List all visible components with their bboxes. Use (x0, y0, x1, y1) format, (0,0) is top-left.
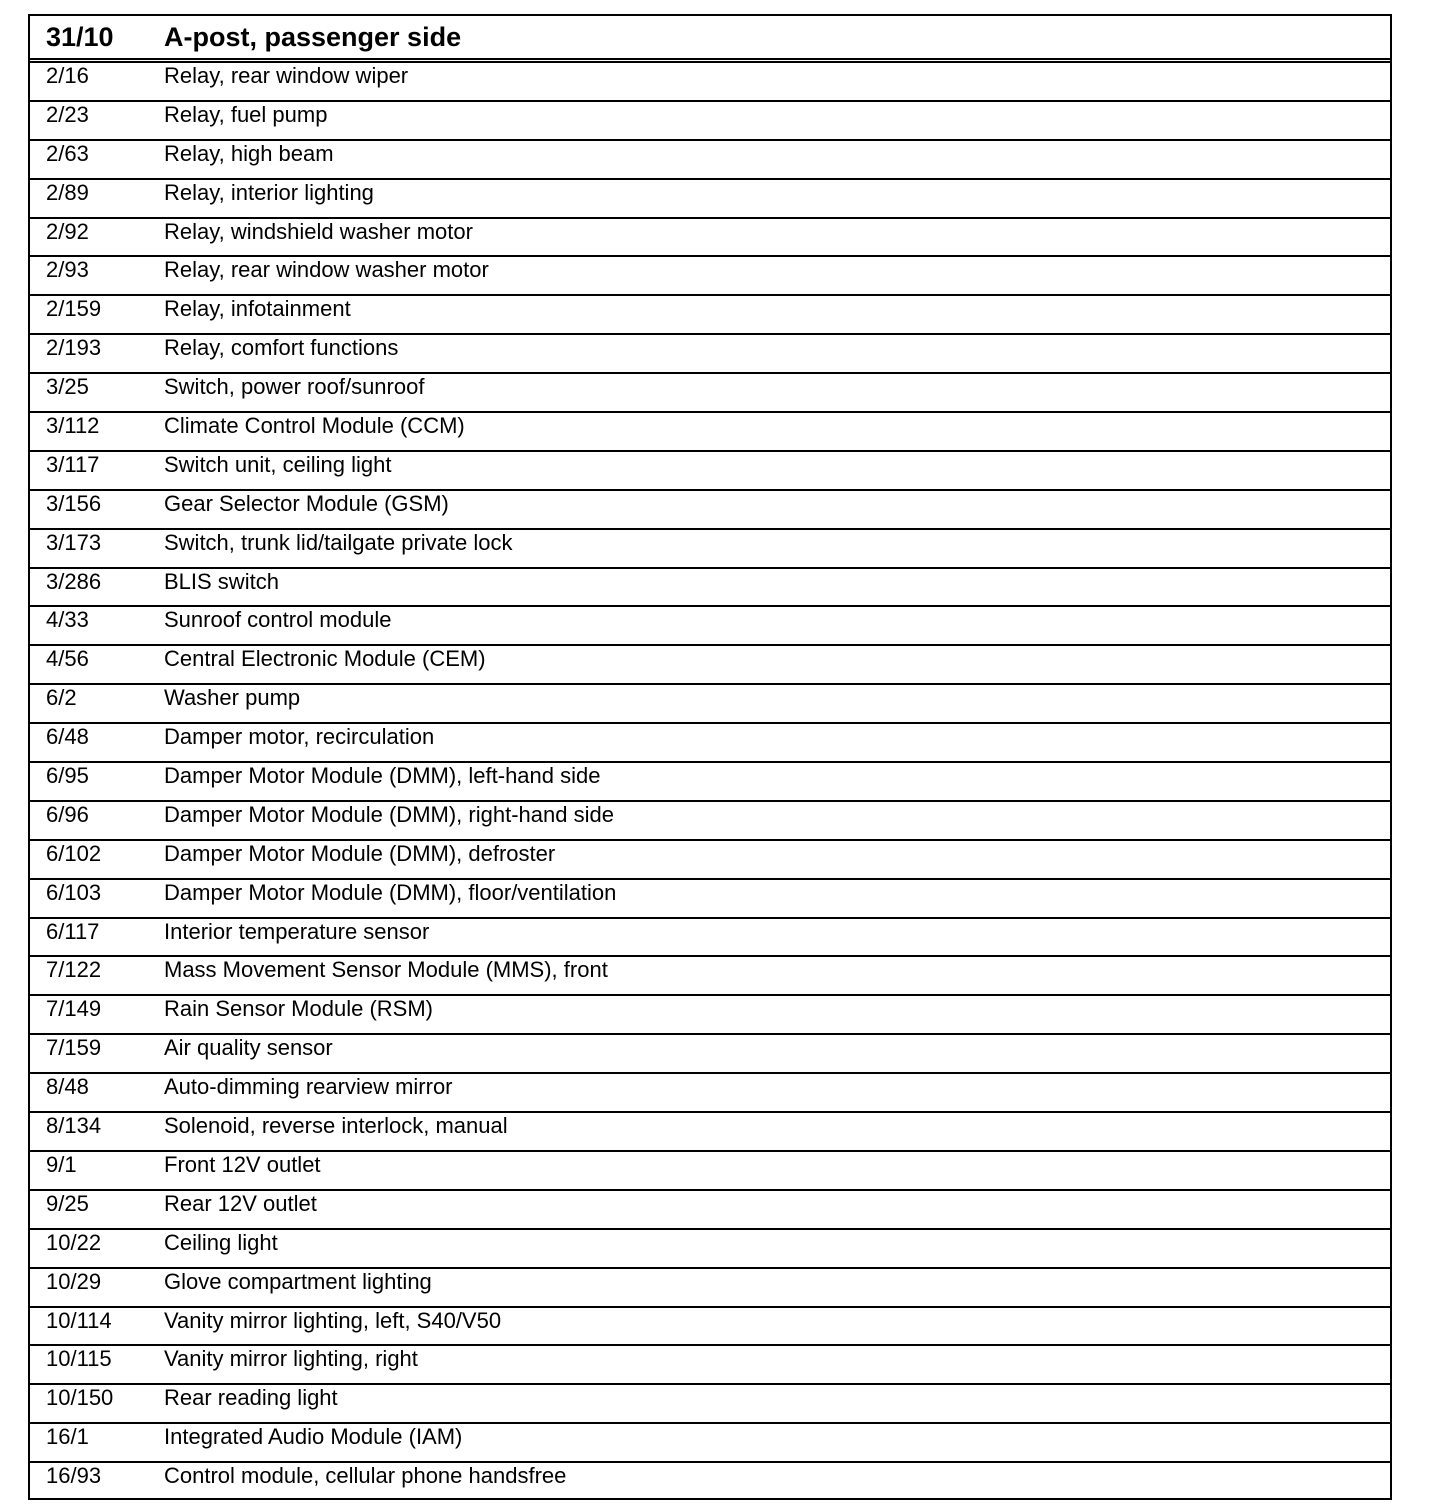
row-code: 4/56 (46, 646, 89, 672)
table-row (30, 1385, 1390, 1424)
row-description: Air quality sensor (164, 1035, 333, 1061)
row-description: Relay, rear window washer motor (164, 257, 489, 283)
table-row (30, 607, 1390, 646)
row-description: Washer pump (164, 685, 301, 711)
table-row (30, 335, 1390, 374)
row-description: Relay, high beam (164, 140, 334, 166)
table-row (30, 1308, 1390, 1347)
table-header (30, 16, 1390, 60)
row-description: Relay, comfort functions (164, 335, 399, 361)
row-description: Switch, power roof/sunroof (164, 374, 425, 400)
row-code: 6/95 (46, 763, 89, 789)
row-code: 6/102 (46, 840, 102, 866)
row-code: 2/16 (46, 63, 89, 88)
row-code: 2/93 (46, 257, 89, 283)
row-code: 3/25 (46, 374, 89, 400)
row-code: 3/117 (46, 451, 100, 477)
table-row (30, 724, 1390, 763)
row-description: Damper Motor Module (DMM), left-hand side (164, 763, 601, 789)
row-code: 10/114 (46, 1307, 112, 1333)
row-description: Relay, infotainment (164, 296, 351, 322)
row-description: Vanity mirror lighting, left, S40/V50 (164, 1307, 502, 1333)
row-code: 3/173 (46, 529, 102, 555)
table-row (30, 957, 1390, 996)
row-description: Control module, cellular phone handsfree (164, 1463, 567, 1489)
table-row (30, 763, 1390, 802)
table-row (30, 452, 1390, 491)
row-description: Switch unit, ceiling light (164, 451, 392, 477)
row-description: Solenoid, reverse interlock, manual (164, 1113, 508, 1139)
table-row (30, 880, 1390, 919)
row-description: Auto-dimming rearview mirror (164, 1074, 453, 1100)
row-description: Switch, trunk lid/tailgate private lock (164, 529, 513, 555)
table-row (30, 996, 1390, 1035)
row-description: Damper Motor Module (DMM), right-hand side (164, 801, 614, 827)
row-code: 7/159 (46, 1035, 102, 1061)
header-title: A-post, passenger side (164, 22, 462, 52)
row-code: 3/112 (46, 413, 100, 439)
row-code: 10/22 (46, 1229, 102, 1255)
row-description: Interior temperature sensor (164, 918, 430, 944)
table-row (30, 919, 1390, 958)
row-code: 9/1 (46, 1151, 77, 1177)
row-description: Relay, windshield washer motor (164, 218, 473, 244)
row-description: Gear Selector Module (GSM) (164, 490, 449, 516)
row-code: 2/159 (46, 296, 102, 322)
header-code: 31/10 (46, 22, 114, 52)
table-row (30, 1230, 1390, 1269)
row-description: Front 12V outlet (164, 1151, 321, 1177)
table-row (30, 1346, 1390, 1385)
table-row (30, 1113, 1390, 1152)
table-row (30, 530, 1390, 569)
table-row (30, 1463, 1390, 1502)
table-body (30, 63, 1390, 1502)
table-row (30, 1269, 1390, 1308)
row-code: 6/96 (46, 801, 89, 827)
table-row (30, 646, 1390, 685)
row-description: Integrated Audio Module (IAM) (164, 1424, 463, 1450)
row-code: 6/48 (46, 724, 89, 750)
table-row (30, 413, 1390, 452)
row-description: Sunroof control module (164, 607, 392, 633)
table-row (30, 374, 1390, 413)
row-code: 8/48 (46, 1074, 89, 1100)
row-description: Damper motor, recirculation (164, 724, 435, 750)
row-description: Relay, interior lighting (164, 179, 374, 205)
table-row (30, 296, 1390, 335)
table-row (30, 63, 1390, 102)
row-description: Vanity mirror lighting, right (164, 1346, 418, 1372)
table-row (30, 1035, 1390, 1074)
row-description: Rain Sensor Module (RSM) (164, 996, 433, 1022)
row-description: Climate Control Module (CCM) (164, 413, 465, 439)
row-description: BLIS switch (164, 568, 279, 594)
row-code: 7/149 (46, 996, 102, 1022)
row-code: 10/150 (46, 1385, 114, 1411)
row-code: 16/93 (46, 1463, 102, 1489)
row-code: 7/122 (46, 957, 102, 983)
row-code: 6/2 (46, 685, 77, 711)
row-code: 2/89 (46, 179, 89, 205)
row-code: 3/286 (46, 568, 102, 594)
table-row (30, 1074, 1390, 1113)
table-row (30, 491, 1390, 530)
row-code: 8/134 (46, 1113, 102, 1139)
table-row (30, 257, 1390, 296)
row-code: 3/156 (46, 490, 102, 516)
table-row (30, 1191, 1390, 1230)
row-description: Damper Motor Module (DMM), floor/ventilation (164, 879, 617, 905)
table-row (30, 569, 1390, 608)
table-row (30, 685, 1390, 724)
table-row (30, 219, 1390, 258)
table-row (30, 180, 1390, 219)
row-code: 9/25 (46, 1190, 89, 1216)
component-table (28, 14, 1392, 1500)
row-description: Ceiling light (164, 1229, 278, 1255)
row-description: Mass Movement Sensor Module (MMS), front (164, 957, 608, 983)
table-row (30, 102, 1390, 141)
table-row (30, 802, 1390, 841)
row-code: 2/92 (46, 218, 89, 244)
row-description: Rear 12V outlet (164, 1190, 317, 1216)
row-code: 4/33 (46, 607, 89, 633)
table-row (30, 841, 1390, 880)
row-description: Glove compartment lighting (164, 1268, 432, 1294)
row-code: 10/115 (46, 1346, 112, 1372)
row-code: 6/117 (46, 918, 100, 944)
table-row (30, 1152, 1390, 1191)
row-description: Relay, rear window wiper (164, 63, 409, 88)
row-description: Rear reading light (164, 1385, 338, 1411)
row-code: 10/29 (46, 1268, 102, 1294)
row-description: Damper Motor Module (DMM), defroster (164, 840, 556, 866)
row-description: Relay, fuel pump (164, 101, 328, 127)
table-row (30, 141, 1390, 180)
row-code: 2/193 (46, 335, 102, 361)
row-code: 6/103 (46, 879, 102, 905)
row-description: Central Electronic Module (CEM) (164, 646, 486, 672)
row-code: 2/23 (46, 101, 89, 127)
row-code: 16/1 (46, 1424, 89, 1450)
table-row (30, 1424, 1390, 1463)
row-code: 2/63 (46, 140, 89, 166)
